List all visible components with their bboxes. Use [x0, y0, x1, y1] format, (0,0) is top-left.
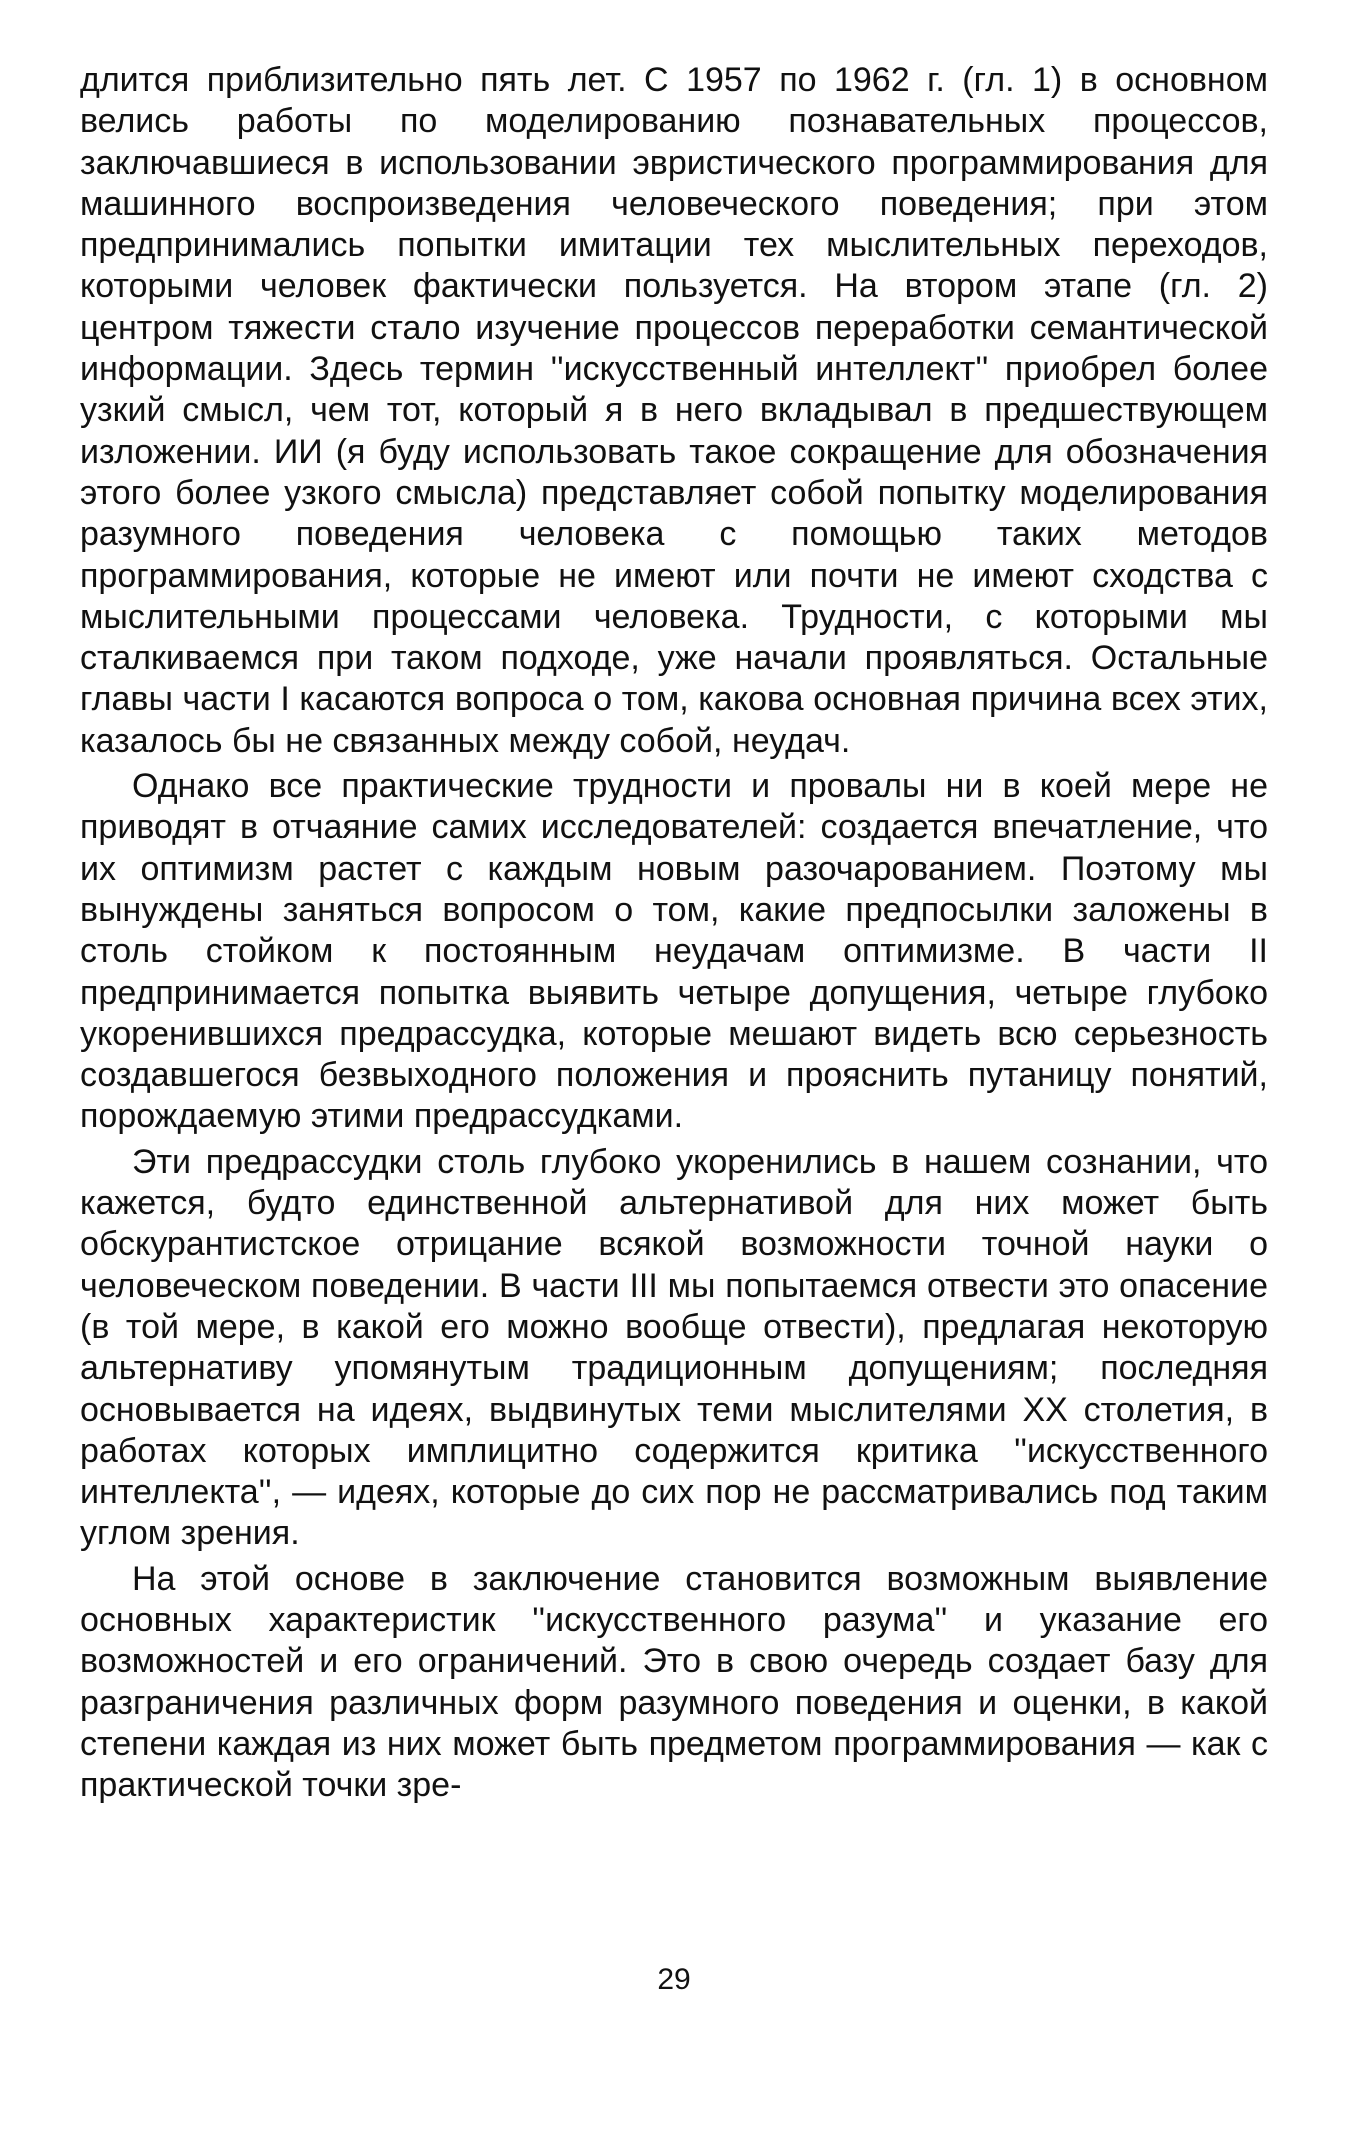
page-body: [80, 60, 1268, 1806]
paragraph-4: На этой основе в заключение становится возможным выявление основных характеристик ''искусственного разума'' и указание его возможностей и его ограничений. Это в свою очередь создает базу для разграничения различных форм разумного поведения и оценки, в какой степени каждая из них может быть предметом программирования — как с практической точки зре-: [80, 1559, 1268, 1805]
paragraph-3: Эти предрассудки столь глубоко укоренились в нашем сознании, что кажется, будто единственной альтернативой для них может быть обскурантистское отрицание всякой возможности точной науки о человеческом поведении. В части III мы попытаемся отвести это опасение (в той мере, в какой его можно вообще отвести), предлагая некоторую альтернативу упомянутым традиционным допущениям; последняя основывается на идеях, выдвинутых теми мыслителями XX столетия, в работах которых имплицитно содержится критика ''искусственного интеллекта'', — идеях, которые до сих пор не рассматривались под таким углом зрения.: [80, 1142, 1268, 1553]
paragraph-2: Однако все практические трудности и провалы ни в коей мере не приводят в отчаяние самих исследователей: создается впечатление, что их оптимизм растет с каждым новым разочарованием. Поэтому мы вынуждены заняться вопросом о том, какие предпосылки заложены в столь стойком к постоянным неудачам оптимизме. В части II предпринимается попытка выявить четыре допущения, четыре глубоко укоренившихся предрассудка, которые мешают видеть всю серьезность создавшегося безвыходного положения и прояснить путаницу понятий, порождаемую этими предрассудками.: [80, 767, 1268, 1136]
paragraph-1: длится приблизительно пять лет. С 1957 по 1962 г. (гл. 1) в основном велись работы по моделированию познавательных процессов, заключавшиеся в использовании эвристического программирования для машинного воспроизведения человеческого поведения; при этом предпринимались попытки имитации тех мыслительных переходов, которыми человек фактически пользуется. На втором этапе (гл. 2) центром тяжести стало изучение процессов переработки семантической информации. Здесь термин ''искусственный интеллект'' приобрел более узкий смысл, чем тот, который я в него вкладывал в предшествующем изложении. ИИ (я буду использовать такое сокращение для обозначения этого более узкого смысла) представляет собой попытку моделирования разумного поведения человека с помощью таких методов программирования, которые не имеют или почти не имеют сходства с мыслительными процессами человека. Трудности, с которыми мы сталкиваемся при таком подходе, уже начали проявляться. Остальные главы части I касаются вопроса о том, какова основная причина всех этих, казалось бы не связанных между собой, неудач.: [80, 61, 1268, 760]
page-number: 29: [657, 1963, 691, 1996]
